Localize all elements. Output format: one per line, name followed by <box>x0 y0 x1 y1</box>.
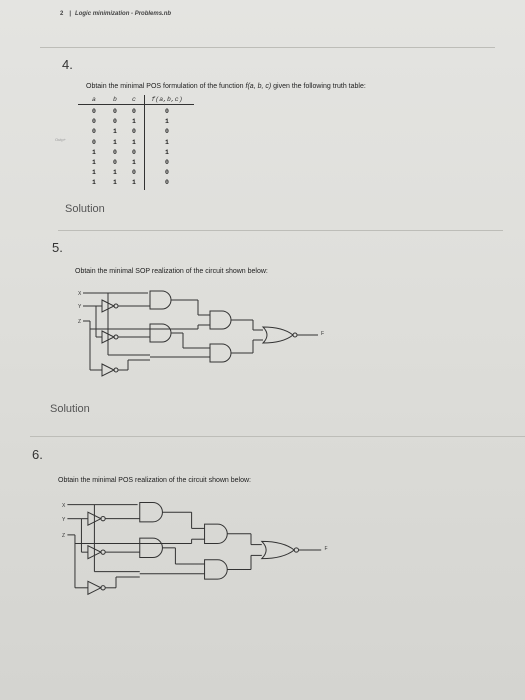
not-gate-3 <box>88 581 101 594</box>
header-a: a <box>92 96 96 103</box>
table-cell-input: 0 <box>92 118 96 126</box>
table-cell-input: 1 <box>113 138 117 146</box>
table-cell-input: 1 <box>132 118 136 126</box>
and-gate-1 <box>140 502 163 521</box>
table-cell-input: 0 <box>132 169 136 177</box>
table-cell-output: 0 <box>165 128 169 136</box>
table-cell-input: 1 <box>92 159 96 166</box>
table-cell-output: 0 <box>165 108 169 115</box>
header-c: c <box>132 96 136 103</box>
page-number: 2 <box>60 11 64 17</box>
divider-line <box>58 230 503 231</box>
table-cell-input: 1 <box>113 169 117 177</box>
not-gate-3 <box>102 364 114 376</box>
table-cell-output: 0 <box>165 159 169 166</box>
table-cell-input: 0 <box>132 108 136 115</box>
table-cell-input: 0 <box>92 128 96 136</box>
and-gate-2 <box>205 524 228 543</box>
table-cell-input: 0 <box>113 108 117 115</box>
divider-line <box>30 436 525 437</box>
output-gate <box>263 327 293 343</box>
question-6-prompt: Obtain the minimal POS realization of the circuit shown below: <box>58 477 251 484</box>
question-5-prompt: Obtain the minimal SOP realization of the circuit shown below: <box>75 268 268 275</box>
table-cell-output: 0 <box>165 179 169 187</box>
notebook-filename: Logic minimization - Problems.nb <box>75 11 172 17</box>
and-gate-2 <box>210 311 231 329</box>
input-label-z: Z <box>78 319 82 325</box>
prompt-function: f(a, b, c) <box>245 83 272 90</box>
table-output-divider <box>144 95 145 190</box>
input-label-y: Y <box>78 304 82 310</box>
table-cell-input: 1 <box>92 169 96 177</box>
and-gate-4 <box>205 560 228 579</box>
header-f: f(a,b,c) <box>151 96 183 103</box>
table-cell-input: 0 <box>92 108 96 115</box>
table-cell-input: 0 <box>113 118 117 126</box>
table-cell-input: 1 <box>132 179 136 187</box>
output-gate <box>262 541 294 558</box>
table-cell-input: 0 <box>132 148 136 156</box>
table-cell-input: 1 <box>132 159 136 166</box>
table-cell-input: 0 <box>132 128 136 136</box>
table-cell-input: 1 <box>113 179 117 187</box>
table-cell-output: 1 <box>165 138 169 146</box>
output-label-f: F <box>324 546 328 552</box>
input-label-x: X <box>62 502 66 509</box>
table-header-rule <box>78 104 194 105</box>
table-cell-input: 0 <box>113 148 117 156</box>
table-cell-input: 0 <box>92 138 96 146</box>
and-gate-3 <box>140 538 163 557</box>
input-label-x: X <box>78 291 82 297</box>
header-b: b <box>113 96 117 103</box>
table-cell-output: 1 <box>165 118 169 126</box>
question-6-circuit <box>62 496 342 611</box>
question-5-number: 5. <box>52 240 63 255</box>
question-4-number: 4. <box>62 57 73 72</box>
prompt-text-end: given the following truth table: <box>271 83 366 90</box>
table-cell-output: 0 <box>165 169 169 177</box>
input-label-y: Y <box>62 516 66 523</box>
table-cell-input: 1 <box>113 128 117 136</box>
output-label-f: F <box>321 331 325 337</box>
header-separator: | <box>69 11 72 17</box>
side-note: Outp+ <box>55 137 67 142</box>
table-cell-input: 1 <box>92 148 96 156</box>
table-cell-input: 1 <box>92 179 96 187</box>
and-gate-1 <box>150 291 171 309</box>
question-4-solution-label: Solution <box>65 203 105 215</box>
prompt-text-start: Obtain the minimal POS formulation of the function <box>86 83 246 90</box>
page-header <box>60 11 171 17</box>
question-4-prompt <box>86 83 366 90</box>
and-gate-3 <box>150 324 171 342</box>
divider-line <box>40 47 495 48</box>
and-gate-4 <box>210 344 231 362</box>
question-5-solution-label: Solution <box>50 403 90 415</box>
table-cell-input: 1 <box>132 138 136 146</box>
question-6-number: 6. <box>32 447 43 462</box>
input-label-z: Z <box>62 533 66 540</box>
question-5-circuit <box>78 285 338 385</box>
table-cell-output: 1 <box>165 148 169 156</box>
truth-table <box>84 96 204 192</box>
table-cell-input: 0 <box>113 159 117 166</box>
